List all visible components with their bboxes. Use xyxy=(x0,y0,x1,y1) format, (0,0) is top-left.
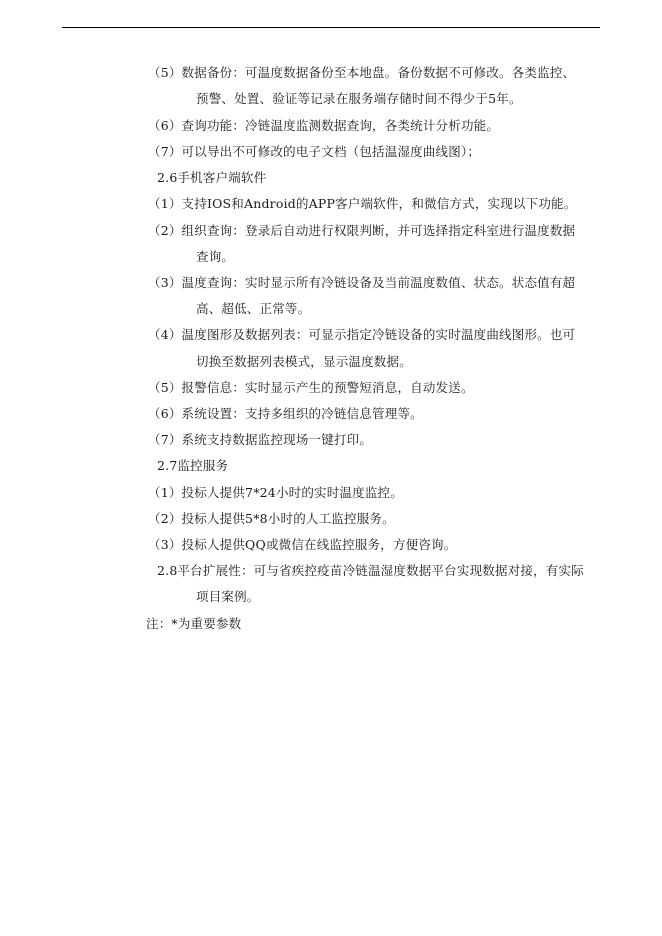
section-2-8-scalability-cont: 项目案例。 xyxy=(196,589,260,604)
item-6-system-settings: （6）系统设置：支持多组织的冷链信息管理等。 xyxy=(148,406,423,421)
item-3-temp-query: （3）温度查询：实时显示所有冷链设备及当前温度数值、状态。状态值有超 xyxy=(148,275,576,290)
item-3-online-service: （3）投标人提供QQ或微信在线监控服务，方便咨询。 xyxy=(148,537,457,552)
item-7-one-click-print: （7）系统支持数据监控现场一键打印。 xyxy=(148,432,373,447)
item-3-temp-query-cont: 高、超低、正常等。 xyxy=(196,301,311,316)
item-1-24h-monitoring: （1）投标人提供7*24小时的实时温度监控。 xyxy=(148,485,403,500)
note-important-params: 注：*为重要参数 xyxy=(146,616,242,631)
item-5-data-backup: （5）数据备份：可温度数据备份至本地盘。备份数据不可修改。各类监控、 xyxy=(148,65,576,80)
item-7-export-document: （7）可以导出不可修改的电子文档（包括温湿度曲线图）； xyxy=(148,144,481,159)
item-5-data-backup-cont: 预警、处置、验证等记录在服务端存储时间不得少于5年。 xyxy=(196,91,522,106)
item-4-temp-graph: （4）温度图形及数据列表：可显示指定冷链设备的实时温度曲线图形。也可 xyxy=(148,327,576,342)
item-6-query-function: （6）查询功能：冷链温度监测数据查询，各类统计分析功能。 xyxy=(148,118,500,133)
item-2-org-query: （2）组织查询：登录后自动进行权限判断，并可选择指定科室进行温度数据 xyxy=(148,223,576,238)
header-rule xyxy=(62,27,600,28)
item-1-ios-android: （1）支持IOS和Android的APP客户端软件，和微信方式，实现以下功能。 xyxy=(148,196,577,211)
section-2-7-heading: 2.7监控服务 xyxy=(157,458,229,473)
item-2-manual-monitoring: （2）投标人提供5*8小时的人工监控服务。 xyxy=(148,511,395,526)
item-4-temp-graph-cont: 切换至数据列表模式，显示温度数据。 xyxy=(196,354,412,369)
item-5-alarm-info: （5）报警信息：实时显示产生的预警短消息，自动发送。 xyxy=(148,380,474,395)
item-2-org-query-cont: 查询。 xyxy=(196,249,235,264)
section-2-6-heading: 2.6手机客户端软件 xyxy=(157,170,267,185)
section-2-8-scalability: 2.8平台扩展性：可与省疾控疫苗冷链温湿度数据平台实现数据对接，有实际 xyxy=(157,563,584,578)
